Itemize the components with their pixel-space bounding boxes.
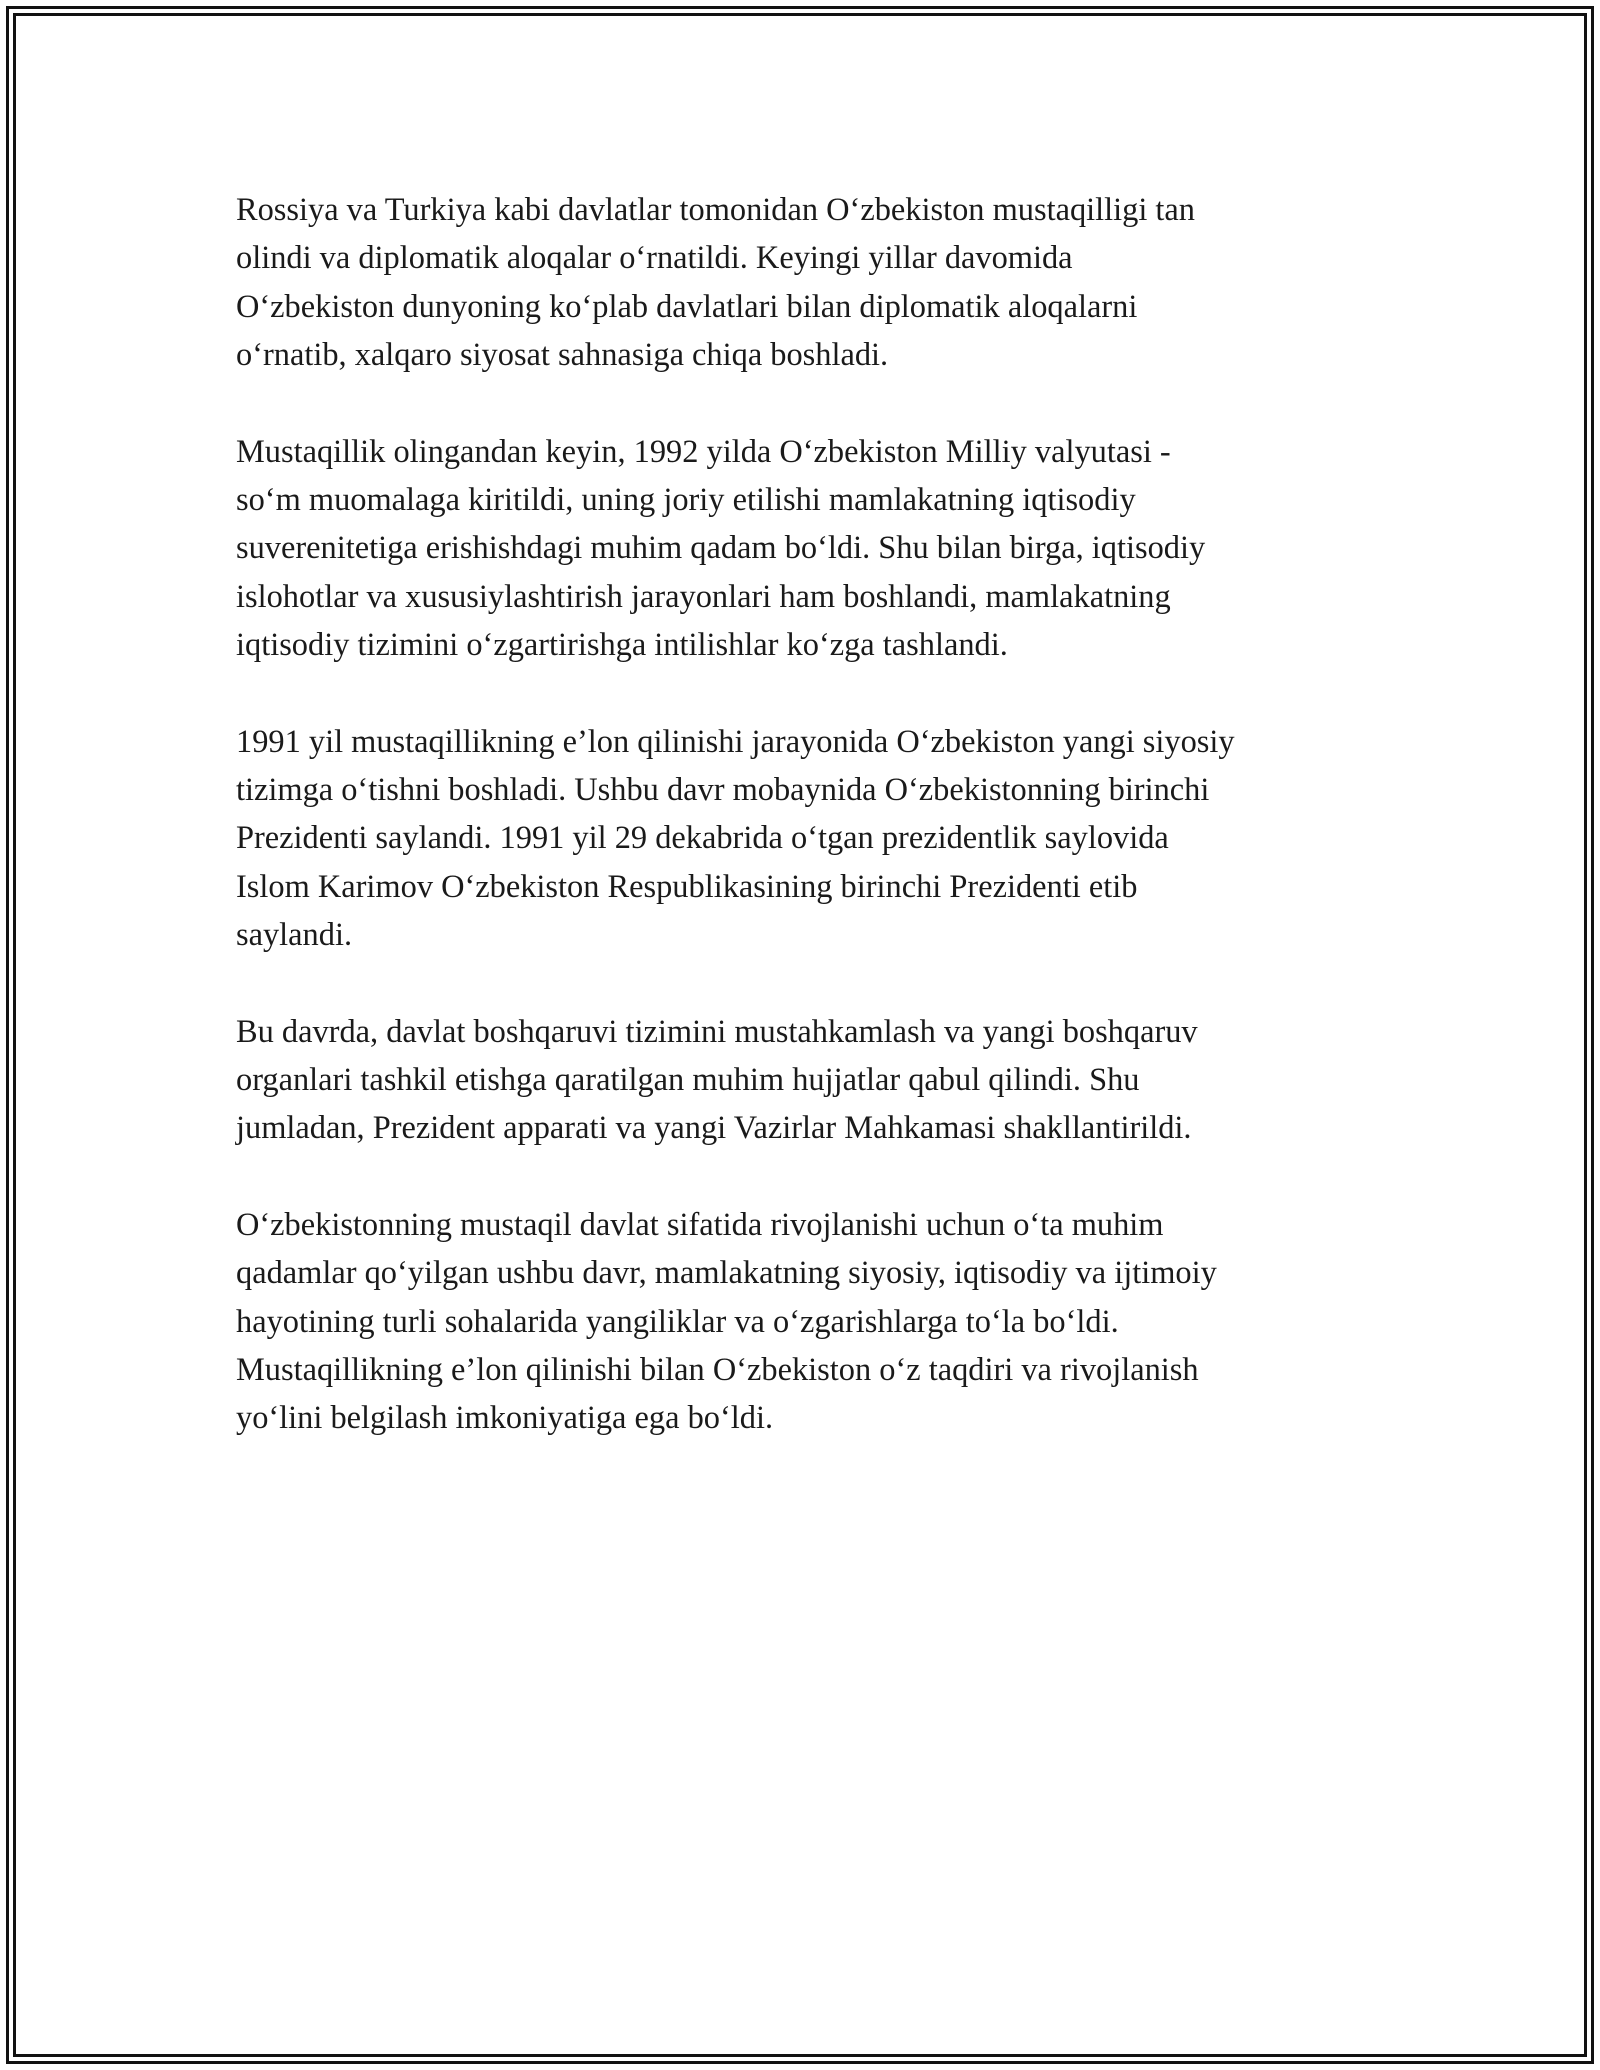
text-line: qadamlar qo‘yilgan ushbu davr, mamlakatning siyosiy, iqtisodiy va ijtimoiy — [236, 1255, 1217, 1292]
text-line: Islom Karimov O‘zbekiston Respublikasining birinchi Prezidenti etib — [236, 868, 1138, 905]
text-line: hayotining turli sohalarida yangiliklar va o‘zgarishlarga to‘la bo‘ldi. — [236, 1303, 1119, 1340]
text-line: jumladan, Prezident apparati va yangi Vazirlar Mahkamasi shakllantirildi. — [236, 1110, 1192, 1147]
text-line: organlari tashkil etishga qaratilgan muhim hujjatlar qabul qilindi. Shu — [236, 1061, 1140, 1098]
text-line: islohotlar va xususiylashtirish jarayonlari ham boshlandi, mamlakatning — [236, 578, 1171, 615]
text-line: iqtisodiy tizimini o‘zgartirishga intilishlar ko‘zga tashlandi. — [236, 626, 1008, 663]
text-line: so‘m muomalaga kiritildi, uning joriy etilishi mamlakatning iqtisodiy — [236, 481, 1136, 518]
paragraph-5 — [236, 1201, 1376, 1442]
paragraph-2 — [236, 428, 1376, 669]
text-line: Rossiya va Turkiya kabi davlatlar tomonidan O‘zbekiston mustaqilligi tan — [236, 192, 1196, 228]
text-line: O‘zbekistonning mustaqil davlat sifatida rivojlanishi uchun o‘ta muhim — [236, 1207, 1164, 1244]
text-line: Mustaqillikning e’lon qilinishi bilan O‘zbekiston o‘z taqdiri va rivojlanish — [236, 1351, 1199, 1388]
text-line: 1991 yil mustaqillikning e’lon qilinishi jarayonida O‘zbekiston yangi siyosiy — [236, 723, 1235, 760]
text-line: saylandi. — [236, 916, 353, 953]
text-line: olindi va diplomatik aloqalar o‘rnatildi. Keyingi yillar davomida — [236, 240, 1073, 277]
text-line: tizimga o‘tishni boshladi. Ushbu davr mobaynida O‘zbekistonning birinchi — [236, 771, 1210, 808]
paragraph-4 — [236, 1008, 1376, 1153]
text-line: Bu davrda, davlat boshqaruvi tizimini mustahkamlash va yangi boshqaruv — [236, 1013, 1198, 1050]
document-body — [236, 186, 1376, 1491]
text-line: Mustaqillik olingandan keyin, 1992 yilda O‘zbekiston Milliy valyutasi - — [236, 433, 1171, 470]
paragraph-1 — [236, 186, 1376, 379]
text-line: Prezidenti saylandi. 1991 yil 29 dekabrida o‘tgan prezidentlik saylovida — [236, 820, 1169, 857]
text-line: O‘zbekiston dunyoning ko‘plab davlatlari bilan diplomatik aloqalarni — [236, 288, 1138, 325]
text-line: o‘rnatib, xalqaro siyosat sahnasiga chiqa boshladi. — [236, 336, 889, 373]
paragraph-3 — [236, 718, 1376, 959]
text-line: suverenitetiga erishishdagi muhim qadam bo‘ldi. Shu bilan birga, iqtisodiy — [236, 530, 1206, 567]
text-line: yo‘lini belgilash imkoniyatiga ega bo‘ldi. — [236, 1400, 774, 1437]
